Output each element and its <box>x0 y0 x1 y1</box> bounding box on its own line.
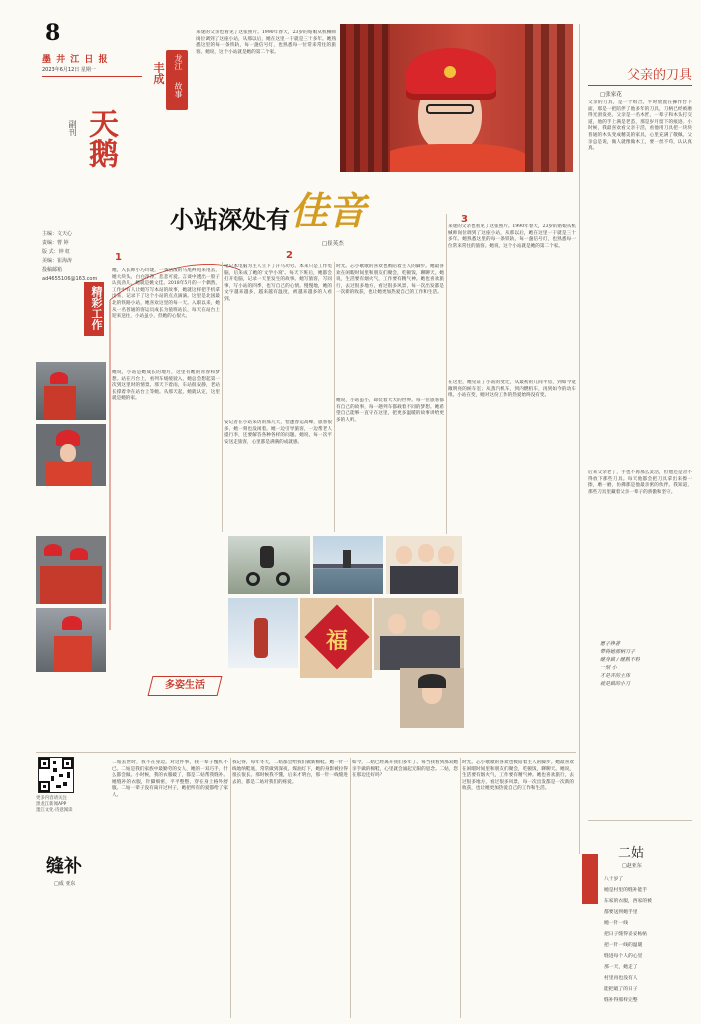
feature-tag <box>150 42 194 124</box>
feature-tag-icon-text: 丰成 <box>152 62 165 84</box>
helmet <box>70 548 88 560</box>
qr-caption-line: 墨江文化·诗意阅读 <box>36 808 73 813</box>
photo-worker-group <box>36 536 106 604</box>
poem-line: 才是弄的主体 <box>600 673 631 679</box>
side-title-box <box>588 64 692 86</box>
col-divider <box>222 262 223 532</box>
col-divider <box>446 214 447 534</box>
wonderful-work-label: 精彩工作 <box>90 286 103 330</box>
article-col-3b: 她说，小站虽小，却装着大大的世界。每一位旅客都有自己的故事，每一趟列车都载着不同的梦想。她希望自己能够一直守在这里，把更多温暖的故事讲给更多的人听。 <box>336 398 444 423</box>
credit-line: 版 式：钟 虹 <box>42 249 71 255</box>
poem-line: 一刻 小 <box>600 665 617 671</box>
face <box>422 610 440 630</box>
worker-helmet-badge <box>444 66 456 78</box>
rider <box>260 546 274 568</box>
main-byline: □崔英杰 <box>322 241 344 247</box>
article-col-2b: 安记者在小站采访的那几天，恰逢春运高峰，旅客很多，她一刻也没闲着。她一边引导旅客，一边帮老人提行李，还要解答各种各样的问题。她说，每一次平安送走旅客，心里都是满满的成就感。 <box>224 420 332 445</box>
wonderful-life-label: 多姿生活 <box>165 680 205 691</box>
jacket <box>40 566 102 604</box>
poem-line: 就是做的小刀 <box>600 681 631 687</box>
jacket <box>54 636 92 672</box>
qr-code-icon <box>38 757 74 793</box>
qr-caption <box>36 796 98 814</box>
photo-friends-dinner <box>374 598 464 670</box>
feature-tag-line1: 龙江 <box>174 54 183 70</box>
worker-glasses <box>426 104 474 114</box>
poem-line: 村里再也没有人 <box>604 976 638 981</box>
face <box>438 546 454 564</box>
poem-side-tag <box>582 854 598 904</box>
intro-text: 来迷的父亲也看见了这张照片。1990年春天，23岁的姑娘从机械师岗位调到了这座小站，从那以后，她在这里一干就是三十多年。她熟悉这里的每一条铁轨，每一盏信号灯，也熟悉每一位常来常往的旅客。她说，这个小站就是她的第二个家。 <box>196 30 336 55</box>
side-poem-byline: □赵亚东 <box>622 863 642 869</box>
wheel <box>276 572 290 586</box>
poem-line: 把日子缝得妥妥帖帖 <box>604 932 648 937</box>
credit-line: 投稿邮箱 <box>42 267 63 273</box>
poem-line: 缝补得那样完整 <box>604 998 638 1003</box>
poem-line: 她是村里的缝补能手 <box>604 888 648 893</box>
lower-article-title: 缝补 <box>46 856 82 877</box>
poem-line: 愿子挣著 <box>600 641 621 647</box>
photo-snow-scene <box>228 598 298 668</box>
col-marker-1: 1 <box>115 252 122 263</box>
qr-pattern <box>39 758 73 792</box>
qr-caption-line: 黑龙江新闻APP <box>36 802 67 807</box>
photo-fu-character <box>300 598 372 678</box>
col-marker-3: 3 <box>461 214 468 225</box>
side-poem-body <box>604 874 694 1006</box>
photo-worker-inspection <box>36 608 106 672</box>
col-divider <box>350 758 351 1018</box>
hero-photo-worker <box>340 24 573 172</box>
photo-bridge-river <box>313 536 383 594</box>
poem-line: 都要送到她手里 <box>604 910 638 915</box>
photo-selfie <box>400 668 464 728</box>
side-article-body-2: 后来父亲老了，手也不再那么灵活，但他还是舍不得放下那些刀具。每天他都会把刀具拿出来擦一擦，磨一磨，仿佛那是他最亲密的伙伴。我知道，那些刀具里藏着父亲一辈子的骄傲和坚守。 <box>588 470 692 495</box>
credit-line: ad4655106@163.com <box>42 276 98 282</box>
poem-line: 她一针一线 <box>604 921 628 926</box>
fu-glyph: 福 <box>326 628 349 654</box>
qr-caption-line: 更多内容请关注 <box>36 796 67 801</box>
side-article-title: 父亲的刀具 <box>626 68 692 83</box>
worker-jacket <box>380 144 530 172</box>
credit-line: 责编：曹 婷 <box>42 240 69 246</box>
photo-workers-stairs <box>36 362 106 420</box>
side-poem-title: 二姑 <box>618 846 645 861</box>
credit-line: 主编：文天心 <box>42 231 73 237</box>
face <box>388 614 406 634</box>
helmet <box>50 372 68 384</box>
photo-worker-smiling <box>36 424 106 486</box>
lower-article-col-4: 时光。芯小歌歌的喜欢也被陪着主人的脚步。她最喜欢在闲暇时间里和朋友们聚会，吃顿饭，聊聊天。她说，生活要有烟火气，工作要有精气神。她也喜欢旅行，去过很多地方，看过很多风景，每一次出发都是一次新的收获，也让她更加热爱自己的工作和生活。 <box>462 760 574 792</box>
photo-friends-group <box>386 536 462 594</box>
issue-date: 2023年6月12日 星期一 <box>42 67 96 73</box>
clothes <box>380 636 460 670</box>
poem-line: 能把破了的日子 <box>604 987 638 992</box>
side-poem <box>600 640 690 688</box>
poem-line: 缝进每个人的心里 <box>604 954 643 959</box>
face <box>60 444 76 462</box>
bottom-rule <box>36 752 576 753</box>
poem-line: 把一针一线的温暖 <box>604 943 643 948</box>
article-col-4: 来迷的父亲也看见了这张照片。1990年春天，23岁的姑娘从机械师岗位调到了这座小站，从那以后，她在这里一干就是三十多年。她熟悉这里的每一条铁轨，每一盏信号灯，也熟悉每一位常来常往的旅客。她说，这个小站就是她的第二个家。 <box>448 224 576 249</box>
bg-pipes-right <box>525 24 573 172</box>
bg-pipes <box>340 24 390 172</box>
col-divider <box>460 758 461 1018</box>
poem-line: 东家的衣服，西家的被 <box>604 899 652 904</box>
paper-name: 墨 井 江 日 报 <box>42 55 109 65</box>
section-title: 天鹅 <box>83 108 118 168</box>
face <box>396 546 412 564</box>
masthead-rule <box>42 76 142 77</box>
lower-article-byline: □成 亚东 <box>54 881 76 887</box>
lower-article-col-2: 我记得，每年冬天，二姑都会给我们做新棉鞋。她一针一线地纳鞋底，常常做到深夜。煤油灯下，她的身影被拉得很长很长。那时候我不懂，后来才明白，那一针一线缝进去的，都是二姑对我们的疼爱。 <box>232 760 348 785</box>
article-col-3: 时光。芯小歌歌的喜欢也被陪着主人的脚步。她最喜欢在闲暇时间里和朋友们聚会，吃顿饭，聊聊天。她说，生活要有烟火气，工作要有精气神。她也喜欢旅行，去过很多地方，看过很多风景，每一次出发都是一次新的收获，也让她更加热爱自己的工作和生活。 <box>336 264 444 296</box>
col-divider <box>334 262 335 532</box>
photo-motorcycle <box>228 536 310 594</box>
wheel <box>246 572 260 586</box>
poem-line: 八十岁了 <box>604 877 624 882</box>
col-divider <box>230 758 231 1018</box>
poem-top-rule <box>588 820 692 821</box>
headline-part-b: 佳音 <box>290 188 367 233</box>
feature-tag-box <box>166 50 188 110</box>
credit-line: 美编：崔海涛 <box>42 258 73 264</box>
helmet <box>62 616 82 630</box>
helmet <box>44 544 62 556</box>
face <box>418 544 434 562</box>
lower-article-col-3: 如今，二姑已经离开我们多年了。每当我看到那双她亲手做的棉鞋，心里就会涌起无限的思念。二姑，您在那边还好吗？ <box>352 760 458 779</box>
poem-line: 带将她那柄刀子 <box>600 649 636 655</box>
hair <box>418 674 446 688</box>
clothes <box>390 566 458 594</box>
headline-part-a: 小站深处有 <box>170 205 290 234</box>
col-marker-2: 2 <box>286 250 293 261</box>
section-prefix: 副刊 <box>68 120 77 136</box>
poem-line: 那一天，她走了 <box>604 965 638 970</box>
wonderful-life-tag <box>148 676 223 696</box>
jacket <box>44 386 76 420</box>
person <box>254 618 268 658</box>
side-article-byline: □张家花 <box>600 92 622 98</box>
jacket <box>46 462 92 486</box>
poem-line: 继身做 / 继熟不料 <box>600 657 640 663</box>
feature-tag-line2: 故事 <box>174 82 183 98</box>
main-headline <box>170 180 470 232</box>
article-col-1b: 她说，小站是她成长的地方，这里有她的青春和梦想。站在月台上，看列车缓缓驶入，她总会想起第一次到这里时的情景。那天下着雨，车站很安静，老站长撑着伞在站台上等她。从那天起，她就认定，这里就是她的家。 <box>112 370 220 402</box>
lower-article-col-1: 二姑去世时，我不在身边。对这件事，我一辈子愧疚不已。二姑是我们家族中最勤劳的女人，她的一双巧手，什么都会做。小时候，我的衣服破了，都是二姑帮我缝补。她缝补的衣服，针脚细密，平平整整，穿在身上格外舒服。二姑一辈子没有离开过村子，她把所有的爱都给了家人。 <box>112 760 228 798</box>
side-article-body: 父亲的刀具，是一个组合。平时放置在操作台下面，那是一把陪伴了他多年的刀具，刀柄已经被磨得光滑发亮。父亲是一名木匠，一辈子和木头打交道，他的手上满是老茧，那是岁月留下的痕迹。小时候，我最喜欢看父亲干活，看他用刀具把一块块普通的木头变成精美的家具，心里充满了敬佩。父亲总是说，做人就像做木工，要一丝不苟，认认真真。 <box>588 100 692 152</box>
page-number: 8 <box>45 20 61 46</box>
article-col-1: 她，入长师小巧玲珑，一条活泼的马尾辫甩来甩去，她大块头，白白净净，悲悲可爱。言谈中透出一股子认真劲儿，她就是姚文佳。2018年5月的一个偶然，工作中有人让她写写本站的故事，她就这样把手机拿出来，记录下了这个小站的点点滴滴。这里是北国最北的铁路小站，她喜欢这里的每一天。入职以来，她从一名普通的客运员成长为值班站长，每天在站台上迎来送往，小站虽小，但她的心很大。 <box>112 268 220 320</box>
article-col-2: 笔记本电脑为主人立下了汗马功劳。本来只是工作电脑，后来成了她的‘文学小窝’。每天下班后，她都会打开电脑，记录一天里发生的故事。她写旅客，写同事，写小站的四季，也写自己的心情。慢慢地，她的文字越来越多，越来越有温度，被越来越多的人看到。 <box>224 264 332 302</box>
article-col-4b: 在这里，她见证了小站的变迁，从最初的几间平房，到如今宽敞明亮的候车室；从蒸汽机车，到内燃机车，再到如今的动车组。小站在变，她对这份工作的热爱始终没有变。 <box>448 380 576 399</box>
person <box>343 550 351 568</box>
side-divider <box>579 24 580 854</box>
